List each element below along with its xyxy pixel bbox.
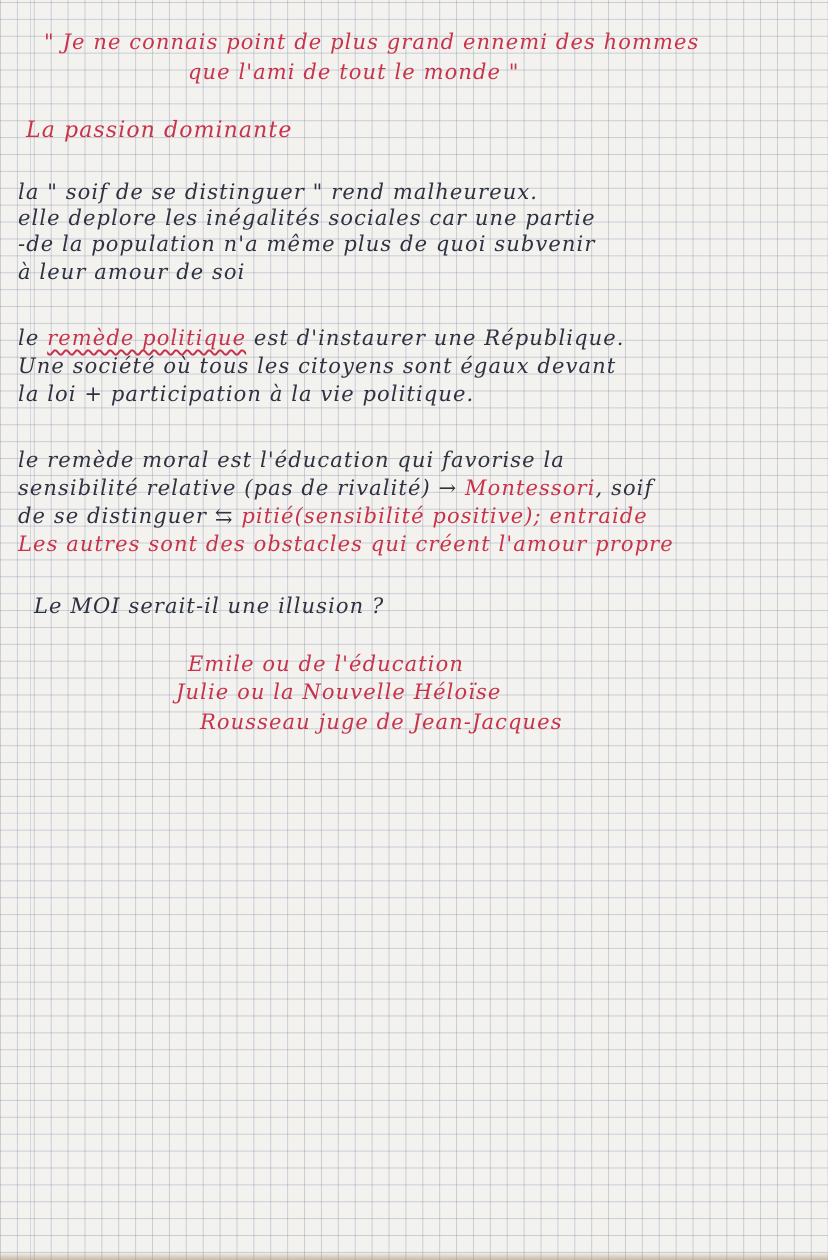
paragraph-2-line-1-start: le [18,326,48,350]
moi-illusion-question: Le MOI serait-il une illusion ? [34,594,385,618]
paragraph-2-line-2: Une société où tous les citoyens sont égaux devant [18,354,617,378]
remede-politique-underlined: remède politique [47,326,247,350]
quote-line-1: " Je ne connais point de plus grand ennemi des hommes [44,30,700,54]
paragraph-3-line-3-dark: de se distinguer ⇆ [18,504,242,528]
pitie-entraide-text: pitié(sensibilité positive); entraide [241,504,648,528]
paragraph-2-line-1 [18,328,625,349]
montessori-text: Montessori [465,476,596,500]
work-title-julie: Julie ou la Nouvelle Héloïse [176,680,502,704]
paragraph-2-line-3: la loi + participation à la vie politique. [18,382,475,406]
paragraph-1-line-2: elle deplore les inégalités sociales car une partie [18,206,596,230]
paragraph-3-line-3 [18,506,648,527]
heading-passion-dominante: La passion dominante [26,118,293,143]
paragraph-2-line-1-end: est d'instaurer une République. [246,326,625,350]
paragraph-1-line-4: à leur amour de soi [18,260,246,284]
work-title-emile: Emile ou de l'éducation [188,652,464,676]
paragraph-3-line-2-dark: sensibilité relative (pas de rivalité) → [18,476,466,500]
paragraph-3-line-2-end: , soif [595,476,654,500]
page-bottom-edge [0,1252,828,1260]
paragraph-1-line-1: la " soif de se distinguer " rend malheureux. [18,180,539,204]
paragraph-3-line-4: Les autres sont des obstacles qui créent l'amour propre [18,532,674,556]
work-title-rousseau-juge: Rousseau juge de Jean-Jacques [200,710,563,734]
paragraph-3-line-2 [18,478,653,499]
paragraph-3-line-1: le remède moral est l'éducation qui favorise la [18,448,565,472]
quote-line-2: que l'ami de tout le monde " [188,60,520,84]
paragraph-1-line-3: -de la population n'a même plus de quoi subvenir [18,232,596,256]
